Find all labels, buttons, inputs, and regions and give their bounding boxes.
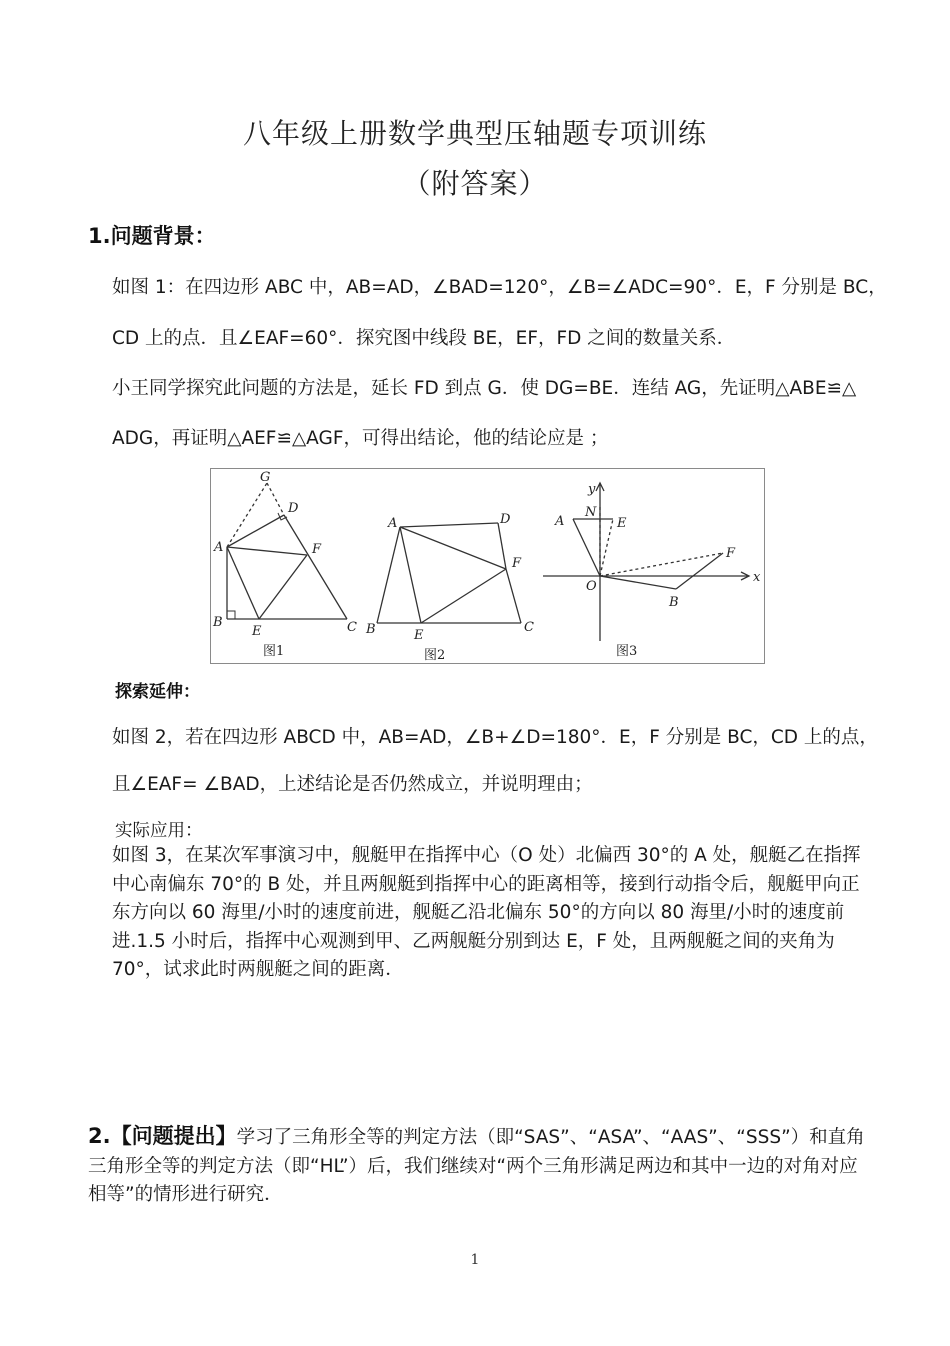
figure-1 (227, 483, 347, 619)
page-number: 1 (470, 1252, 480, 1268)
problem1-line-3: 小王同学探究此问题的方法是，延长 FD 到点 G．使 DG=BE．连结 AG，先证明△ABE≌△ (112, 378, 857, 399)
fig1-label-a: A (214, 540, 224, 555)
fig2-segment-ba (377, 527, 400, 623)
fig3-label-a: A (555, 514, 565, 529)
fig2-label-a: A (388, 516, 398, 531)
figure-3 (543, 483, 749, 641)
problem1-line-4: ADG，再证明△AEF≌△AGF，可得出结论，他的结论应是 ； (112, 428, 609, 449)
explore-line-1: 如图 2，若在四边形 ABCD 中，AB=AD，∠B+∠D=180°．E，F 分别是 BC，CD 上的点， (112, 727, 878, 748)
fig2-label-f: F (512, 556, 522, 571)
fig3-label-e: E (617, 516, 627, 531)
problem1-line-1: 如图 1：在四边形 ABC 中，AB=AD，∠BAD=120°，∠B=∠ADC=90°．E，F 分别是 BC， (112, 277, 887, 298)
fig1-segment-ae (227, 547, 259, 619)
fig1-segment-cd (284, 515, 347, 619)
problem1-line-2: CD 上的点．且∠EAF=60°．探究图中线段 BE，EF，FD 之间的数量关系． (112, 328, 736, 349)
fig2-segment-af (400, 527, 506, 569)
fig1-label-b: B (213, 615, 223, 630)
fig2-label-c: C (524, 620, 534, 635)
fig2-label-b: B (366, 622, 376, 637)
fig3-label-f: F (726, 546, 736, 561)
fig3-segment-of (600, 553, 723, 576)
fig3-segment-oe (600, 519, 613, 576)
fig1-label-e: E (252, 624, 262, 639)
fig2-segment-ef (421, 569, 506, 623)
fig3-label-b: B (669, 595, 679, 610)
fig2-segment-ad (400, 523, 498, 527)
fig1-segment-ad (227, 515, 284, 547)
explore-line-2: 且∠EAF= ∠BAD，上述结论是否仍然成立，并说明理由； (112, 774, 593, 795)
fig1-caption: 图1 (263, 644, 285, 659)
fig3-segment-bf (676, 553, 723, 589)
document-subtitle: （附答案） (402, 167, 548, 200)
fig1-segment-ef (259, 555, 307, 619)
fig3-caption: 图3 (616, 644, 638, 659)
explore-heading: 探索延伸： (115, 682, 200, 702)
fig2-label-d: D (500, 512, 511, 527)
apply-text: 如图 3，在某次军事演习中，舰艇甲在指挥中心（O 处）北偏西 30°的 A 处，舰艇乙在指挥中心南偏东 70°的 B 处，并且两舰艇到指挥中心的距离相等，接到行动指令后，舰艇甲向正东方向以 60 海里/小时的速度前进，舰艇乙沿北偏东 50°的方向以 80 海里/小时的速度前进.1.5 小时后，指挥中心观测到甲、乙两舰艇分别到达 E，F 处，且两舰艇之间的夹角为 70°，试求此时两舰艇之间的距离． (112, 845, 861, 980)
fig2-segment-fc (506, 569, 521, 623)
fig3-label-n: N (585, 505, 597, 520)
fig3-segment-ob (600, 576, 676, 589)
geometry-figures (211, 469, 764, 663)
fig2-label-e: E (414, 628, 424, 643)
fig2-caption: 图2 (424, 648, 446, 663)
fig1-label-c: C (347, 620, 357, 635)
fig1-segment-gd (267, 483, 284, 515)
figure-panel (210, 468, 765, 664)
fig1-label-d: D (288, 501, 299, 516)
fig1-segment-ag (227, 483, 267, 547)
problem1-heading: 1.问题背景： (88, 224, 216, 248)
fig3-label-y: y (588, 482, 596, 497)
problem2-text: 学习了三角形全等的判定方法（即“SAS”、“ASA”、“AAS”、“SSS”）和直角三角形全等的判定方法（即“HL”）后，我们继续对“两个三角形满足两边和其中一边的对角对应相等”的情形进行研究． (88, 1127, 865, 1205)
fig1-segment-af (227, 547, 307, 555)
problem2-block (88, 1122, 866, 1210)
fig3-label-x: x (753, 570, 761, 585)
problem2-heading: 2.【问题提出】 (88, 1124, 237, 1148)
fig2-segment-df (498, 523, 506, 569)
fig3-label-o: O (586, 579, 597, 594)
figure-2 (377, 523, 521, 623)
fig2-segment-ae (400, 527, 421, 623)
fig1-label-f: F (312, 542, 322, 557)
apply-heading: 实际应用： (115, 821, 203, 841)
document-title: 八年级上册数学典型压轴题专项训练 (242, 117, 707, 150)
fig3-segment-ao (573, 519, 600, 576)
fig1-label-g: G (260, 470, 271, 485)
fig1-right-angle-b (227, 611, 235, 619)
